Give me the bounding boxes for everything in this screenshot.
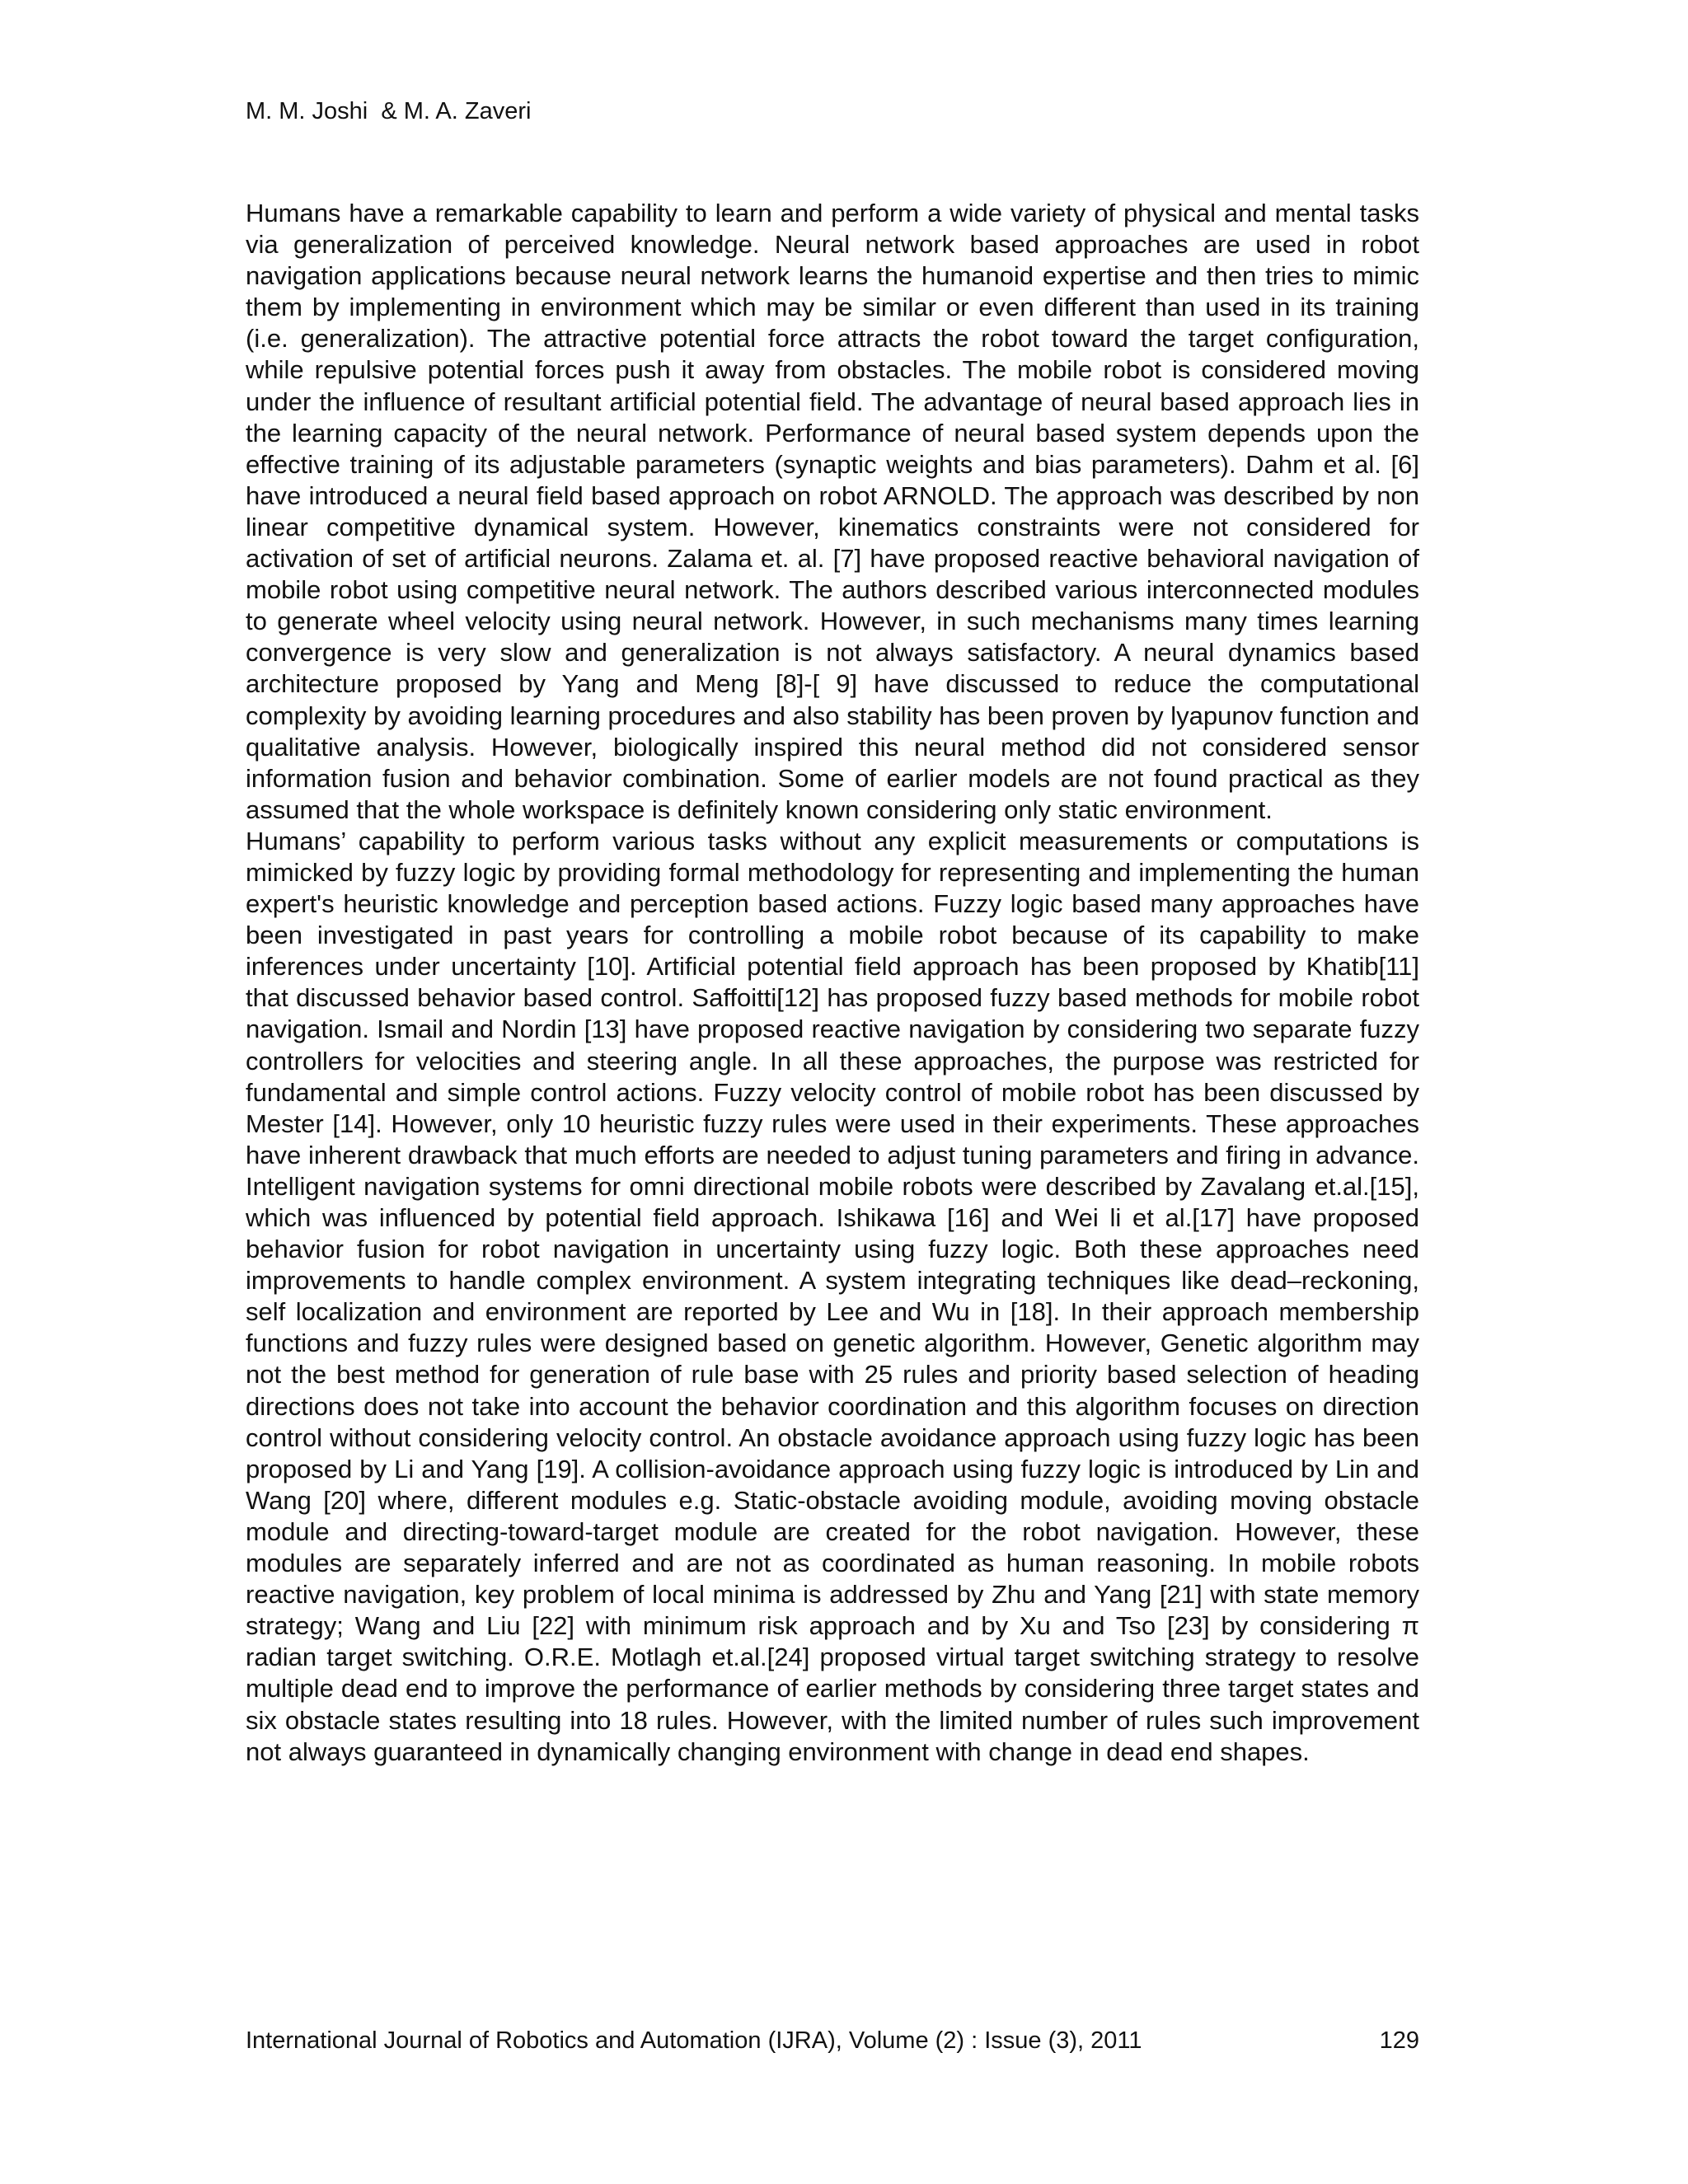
footer-journal-citation: International Journal of Robotics and Automation (IJRA), Volume (2) : Issue (3), 2011 xyxy=(246,2027,1142,2054)
running-head-authors: M. M. Joshi & M. A. Zaveri xyxy=(246,98,532,124)
footer-page-number: 129 xyxy=(1379,2027,1419,2054)
body-paragraph-neural: Humans have a remarkable capability to learn and perform a wide variety of physical and mental tasks via generalization of perceived knowledge. Neural network based approaches are used in robot navigation applications because neural network learns the humanoid expertise and then tries to mimic them by implementing in environment which may be similar or even different than used in its training (i.e. generalization). The attractive potential force attracts the robot toward the target configuration, while repulsive potential forces push it away from obstacles. The mobile robot is considered moving under the influence of resultant artificial potential field. The advantage of neural based approach lies in the learning capacity of the neural network. Performance of neural based system depends upon the effective training of its adjustable parameters (synaptic weights and bias parameters). Dahm et al. [6] have introduced a neural field based approach on robot ARNOLD. The approach was described by non linear competitive dynamical system. However, kinematics constraints were not considered for activation of set of artificial neurons. Zalama et. al. [7] have proposed reactive behavioral navigation of mobile robot using competitive neural network. The authors described various interconnected modules to generate wheel velocity using neural network. However, in such mechanisms many times learning convergence is very slow and generalization is not always satisfactory. A neural dynamics based architecture proposed by Yang and Meng [8]-[ 9] have discussed to reduce the computational complexity by avoiding learning procedures and also stability has been proven by lyapunov function and qualitative analysis. However, biologically inspired this neural method did not considered sensor information fusion and behavior combination. Some of earlier models are not found practical as they assumed that the whole workspace is definitely known considering only static environment. xyxy=(246,199,1419,824)
body-paragraph-fuzzy: Humans’ capability to perform various tasks without any explicit measurements or computations is mimicked by fuzzy logic by providing formal methodology for representing and implementing the human expert's heuristic knowledge and perception based actions. Fuzzy logic based many approaches have been investigated in past years for controlling a mobile robot because of its capability to make inferences under uncertainty [10]. Artificial potential field approach has been proposed by Khatib[11] that discussed behavior based control. Saffoitti[12] has proposed fuzzy based methods for mobile robot navigation. Ismail and Nordin [13] have proposed reactive navigation by considering two separate fuzzy controllers for velocities and steering angle. In all these approaches, the purpose was restricted for fundamental and simple control actions. Fuzzy velocity control of mobile robot has been discussed by Mester [14]. However, only 10 heuristic fuzzy rules were used in their experiments. These approaches have inherent drawback that much efforts are needed to adjust tuning parameters and firing in advance. Intelligent navigation systems for omni directional mobile robots were described by Zavalang et.al.[15], which was influenced by potential field approach. Ishikawa [16] and Wei li et al.[17] have proposed behavior fusion for robot navigation in uncertainty using fuzzy logic. Both these approaches need improvements to handle complex environment. A system integrating techniques like dead–reckoning, self localization and environment are reported by Lee and Wu in [18]. In their approach membership functions and fuzzy rules were designed based on genetic algorithm. However, Genetic algorithm may not the best method for generation of rule base with 25 rules and priority based selection of heading directions does not take into account the behavior coordination and this algorithm focuses on direction control without considering velocity control. An obstacle avoidance approach using fuzzy logic has been proposed by Li and Yang [19]. A collision-avoidance approach using fuzzy logic is introduced by Lin and Wang [20] where, different modules e.g. Static-obstacle avoiding module, avoiding moving obstacle module and directing-toward-target module are created for the robot navigation. However, these modules are separately inferred and are not as coordinated as human reasoning. In mobile robots reactive navigation, key problem of local minima is addressed by Zhu and Yang [21] with state memory strategy; Wang and Liu [22] with minimum risk approach and by Xu and Tso [23] by considering π radian target switching. O.R.E. Motlagh et.al.[24] proposed virtual target switching strategy to resolve multiple dead end to improve the performance of earlier methods by considering three target states and six obstacle states resulting into 18 rules. However, with the limited number of rules such improvement not always guaranteed in dynamically changing environment with change in dead end shapes. xyxy=(246,826,1419,1766)
body-text xyxy=(246,198,1419,1768)
